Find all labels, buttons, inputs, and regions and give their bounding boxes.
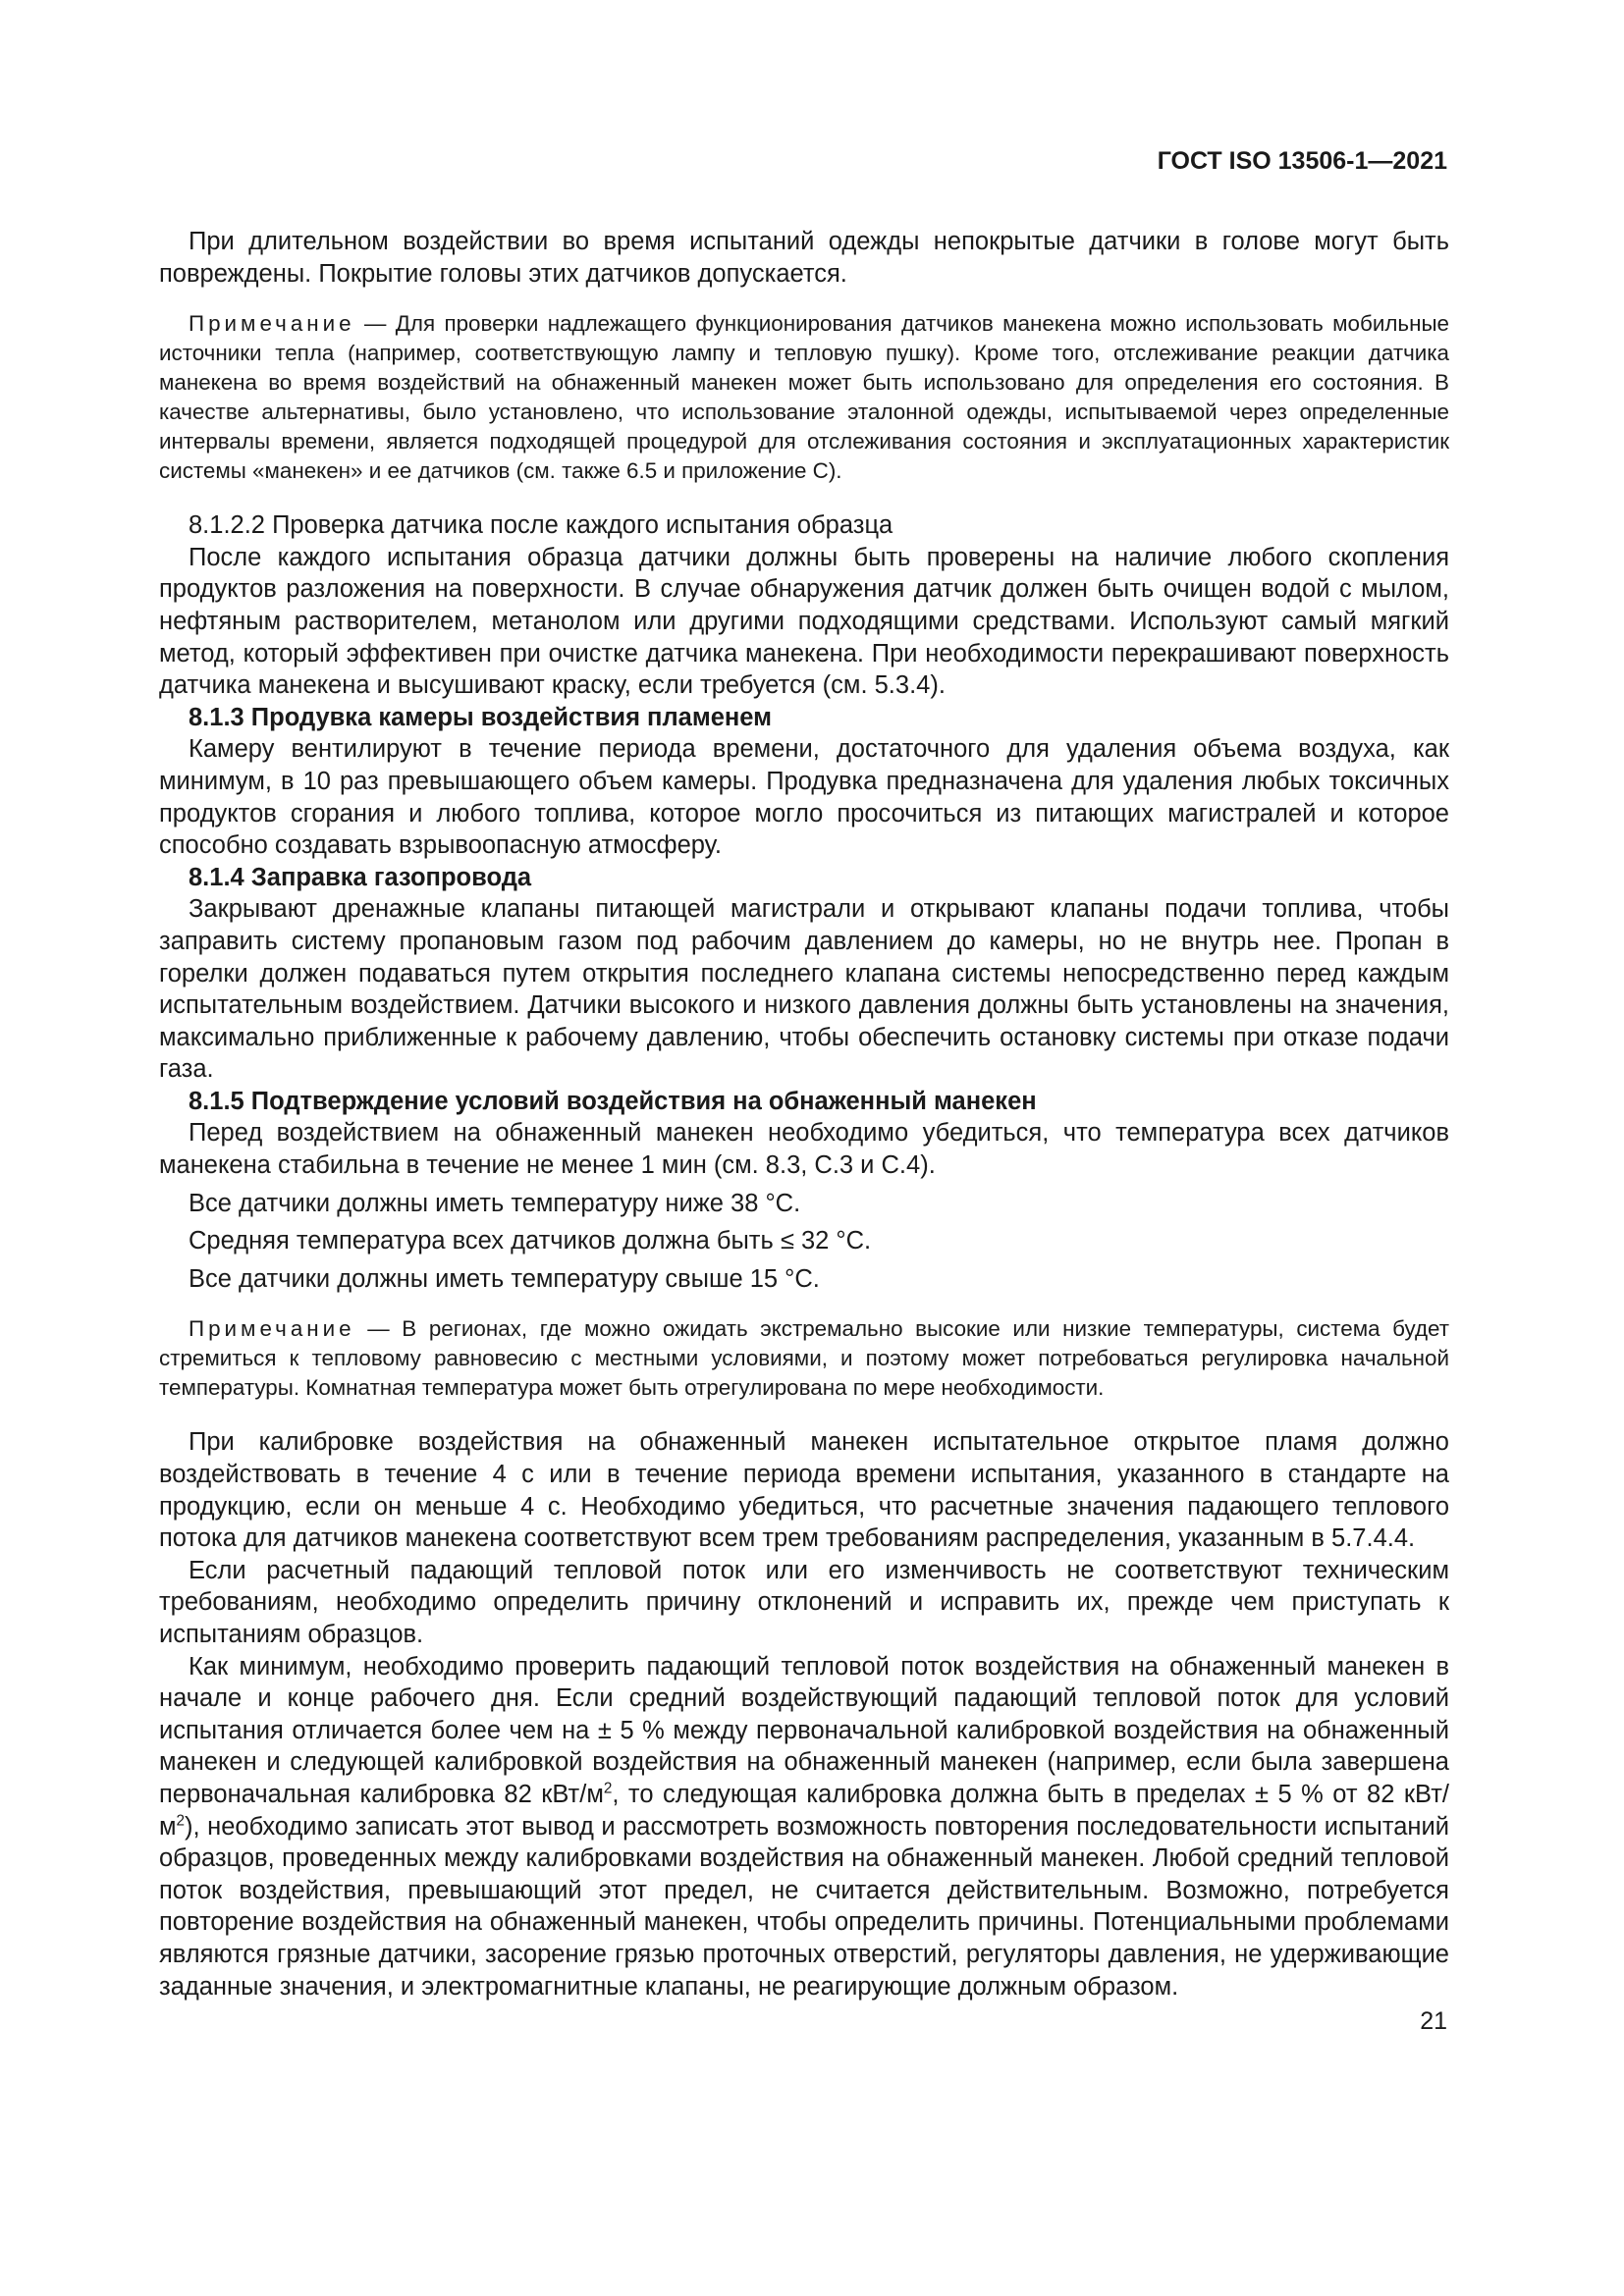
note <box>159 1314 1449 1403</box>
paragraph-part: , то следующая калибровка должна быть в пределах ± 5 % от 82 кВт/м <box>159 1780 1449 1841</box>
note-text: — В регионах, где можно ожидать экстремально высокие или низкие температуры, система будет стремиться к тепловому равновесию с местными условиями, и поэтому может потребоваться регулировка начальной температуры. Комнатная температура может быть отрегулирована по мере необходимости. <box>159 1316 1449 1401</box>
heading-8-1-3: 8.1.3 Продувка камеры воздействия пламенем <box>189 703 772 731</box>
page-number: 21 <box>1420 2007 1447 2035</box>
superscript: 2 <box>176 1812 186 1830</box>
paragraph: Все датчики должны иметь температуру ниже 38 °С. <box>189 1189 801 1217</box>
paragraph: Закрывают дренажные клапаны питающей магистрали и открывают клапаны подачи топлива, чтобы заправить систему пропановым газом под рабочим давлением до камеры, но не внутрь нее. Пропан в горелки должен подаваться путем открытия последнего клапана системы непосредственно перед каждым испытательным воздействием. Датчики высокого и низкого давления должны быть установлены на значения, максимально приближенные к рабочему давлению, чтобы обеспечить остановку системы при отказе подачи газа. <box>159 895 1449 1084</box>
superscript: 2 <box>603 1780 613 1797</box>
page-body <box>159 226 1449 2002</box>
note-label: Примечание <box>189 311 355 337</box>
heading-8-1-4: 8.1.4 Заправка газопровода <box>189 863 532 891</box>
standard-header: ГОСТ ISO 13506-1—2021 <box>1157 147 1447 175</box>
section-title-8-1-2-2: 8.1.2.2 Проверка датчика после каждого испытания образца <box>189 511 893 540</box>
heading-8-1-5: 8.1.5 Подтверждение условий воздействия на обнаженный манекен <box>189 1087 1037 1115</box>
paragraph: Все датчики должны иметь температуру свыше 15 °С. <box>189 1264 820 1293</box>
paragraph: Перед воздействием на обнаженный манекен необходимо убедиться, что температура всех датчиков манекена стабильна в течение не менее 1 мин (см. 8.3, С.3 и С.4). <box>159 1119 1449 1180</box>
paragraph-part: Как минимум, необходимо проверить падающий тепловой поток воздействия на обнаженный манекен в начале и конце рабочего дня. Если средний воздействующий падающий тепловой поток для условий испытания отличается более чем на ± 5 % между первоначальной калибровкой воздействия на обнаженный манекен и следующей калибровкой воздействия на обнаженный манекен (например, если была завершена первоначальная калибровка 82 кВт/м <box>159 1652 1449 1808</box>
paragraph-part: ), необходимо записать этот вывод и рассмотреть возможность повторения последовательности испытаний образцов, проведенных между калибровками воздействия на обнаженный манекен. Любой средний тепловой поток воздействия, превышающий этот предел, не считается действительным. Возможно, потребуется повторение воздействия на обнаженный манекен, чтобы определить причины. Потенциальными проблемами являются грязные датчики, засорение грязью проточных отверстий, регуляторы давления, не удерживающие заданные значения, и электромагнитные клапаны, не реагирующие должным образом. <box>159 1812 1449 2001</box>
note <box>159 309 1449 486</box>
paragraph: Камеру вентилируют в течение периода времени, достаточного для удаления объема воздуха, как минимум, в 10 раз превышающего объем камеры. Продувка предназначена для удаления любых токсичных продуктов сгорания и любого топлива, которое могло просочиться из питающих магистралей и которое способно создавать взрывоопасную атмосферу. <box>159 735 1449 860</box>
paragraph <box>159 1651 1449 2003</box>
paragraph: Средняя температура всех датчиков должна быть ≤ 32 °С. <box>189 1227 872 1255</box>
paragraph: При длительном воздействии во время испытаний одежды непокрытые датчики в голове могут быть повреждены. Покрытие головы этих датчиков допускается. <box>159 228 1449 288</box>
paragraph: При калибровке воздействия на обнаженный манекен испытательное открытое пламя должно воздействовать в течение 4 с или в течение периода времени испытания, указанного в стандарте на продукцию, если он меньше 4 с. Необходимо убедиться, что расчетные значения падающего теплового потока для датчиков манекена соответствуют всем трем требованиям распределения, указанным в 5.7.4.4. <box>159 1428 1449 1553</box>
note-label: Примечание <box>189 1316 355 1342</box>
paragraph: Если расчетный падающий тепловой поток или его изменчивость не соответствуют техническим требованиям, необходимо определить причину отклонений и исправить их, прежде чем приступать к испытаниям образцов. <box>159 1556 1449 1648</box>
paragraph: После каждого испытания образца датчики должны быть проверены на наличие любого скопления продуктов разложения на поверхности. В случае обнаружения датчик должен быть очищен водой с мылом, нефтяным растворителем, метанолом или другими подходящими средствами. Используют самый мягкий метод, который эффективен при очистке датчика манекена. При необходимости перекрашивают поверхность датчика манекена и высушивают краску, если требуется (см. 5.3.4). <box>159 543 1449 700</box>
note-text: — Для проверки надлежащего функционирования датчиков манекена можно использовать мобильные источники тепла (например, соответствующую лампу и тепловую пушку). Кроме того, отслеживание реакции датчика манекена во время воздействий на обнаженный манекен может быть использовано для определения его состояния. В качестве альтернативы, было установлено, что использование эталонной одежды, испытываемой через определенные интервалы времени, является подходящей процедурой для отслеживания состояния и эксплуатационных характеристик системы «манекен» и ее датчиков (см. также 6.5 и приложение С). <box>159 311 1449 484</box>
